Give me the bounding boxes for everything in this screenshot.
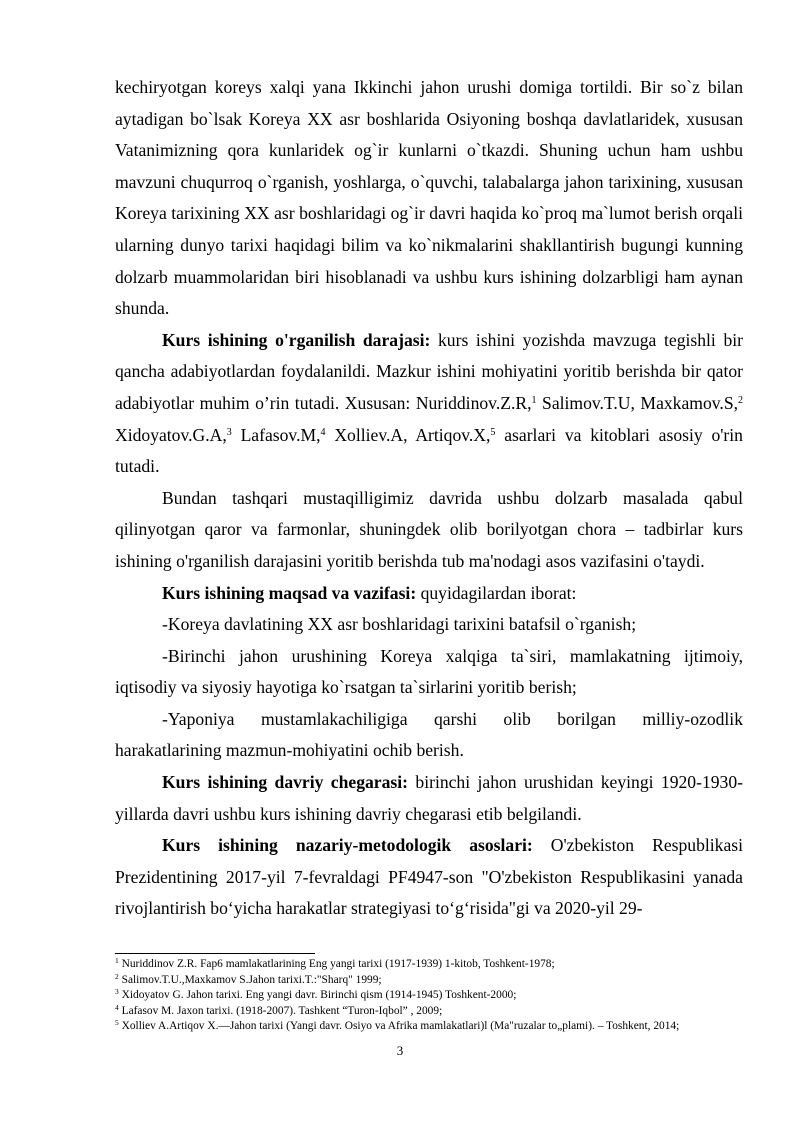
footnote-item (115, 1004, 743, 1020)
footnote-text: Xolliev A.Artiqov X.—Jahon tarixi (Yangi davr. Osiyo va Afrika mamlakatlari)l (Ma"ruzalar to„plami). – Toshkent, 2014; (121, 1020, 680, 1033)
section-heading: Kurs ishining o'rganilish darajasi: (162, 329, 431, 350)
page-number: 3 (396, 1043, 404, 1058)
footnote-ref[interactable]: 1 (531, 394, 537, 406)
paragraph-text: Bundan tashqari mustaqilligimiz davrida ushbu dolzarb masalada qabul qilinyotgan qaror va farmonlar, shuningdek olib borilyotgan chora – tadbirlar kurs ishining o'rganilish darajasini yoritib berishda tub ma'nodagi asos vazifasini o'taydi. (115, 487, 743, 571)
footnote-ref[interactable]: 3 (226, 426, 232, 438)
footnotes (115, 957, 743, 1035)
paragraph-text: O'zbekiston Respublikasi Prezidentining 2017-yil 7-fevraldagi PF4947-son "O'zbekiston Respublikasini yanada rivojlantirish bo‘yicha harakatlar strategiyasi to‘g‘risida"gi va 2020-yil 29- (115, 835, 743, 919)
footnote-mark: 5 (115, 1018, 119, 1028)
document-body (115, 72, 743, 925)
paragraph-relevance-continued (115, 72, 743, 325)
footnote-text: Lafasov M. Jaxon tarixi. (1918-2007). Tashkent “Turon-Iqbol” , 2009; (121, 1004, 443, 1017)
paragraph-text: -Koreya davlatining XX asr boshlaridagi tarixini batafsil o`rganish; (162, 614, 637, 635)
footnote-text: Xidoyatov G. Jahon tarixi. Eng yangi davr. Birinchi qism (1914-1945) Toshkent-2000; (121, 989, 517, 1002)
footnote-ref[interactable]: 2 (738, 394, 743, 406)
footnote-ref[interactable]: 5 (490, 426, 496, 438)
paragraph-text: quyidagilardan iborat: (416, 582, 577, 603)
footnote-mark: 2 (115, 971, 119, 981)
goal-item (115, 609, 743, 641)
footnote-separator (115, 953, 315, 954)
paragraph-study-level (115, 325, 743, 483)
paragraph-decrees (115, 483, 743, 578)
section-heading: Kurs ishining nazariy-metodologik asoslari: (162, 835, 533, 856)
paragraph-text: kechiryotgan koreys xalqi yana Ikkinchi jahon urushi domiga tortildi. Bir so`z bilan aytadigan bo`lsak Koreya XX asr boshlarida Osiyoning boshqa davlatlaridek, xususan Vatanimizning qora kunlaridek og`ir kunlarni o`tkazdi. Shuning uchun ham ushbu mavzuni chuqurroq o`rganish, yoshlarga, o`quvchi, talabalarga jahon tarixining, xususan Koreya tarixining XX asr boshlaridagi og`ir davri haqida ko`proq ma`lumot berish orqali ularning dunyo tarixi haqidagi bilim va ko`nikmalarini shakllantirish bugungi kunning dolzarb muammolaridan biri hisoblanadi va ushbu kurs ishining dolzarbligi ham aynan shunda. (115, 77, 743, 319)
paragraph-text: Salimov.T.U, Maxkamov.S, (536, 392, 738, 413)
paragraph-period (115, 767, 743, 830)
paragraph-text: Xolliev.A, Artiqov.X, (325, 424, 491, 445)
paragraph-goals (115, 578, 743, 610)
footnote-item (115, 988, 743, 1004)
paragraph-text: kurs ishini yozishda mavzuga tegishli bir qancha adabiyotlardan foydalanildi. Mazkur ishini mohiyatini yoritib berishda bir qator adabiyotlar muhim o’rin tutadi. Xususan: Nuriddinov.Z.R, (115, 329, 744, 413)
footnote-text: Salimov.T.U.,Maxkamov S.Jahon tarixi.T.:"Sharq" 1999; (121, 973, 382, 986)
footnote-item (115, 973, 743, 989)
footnote-mark: 3 (115, 987, 119, 997)
footnote-mark: 1 (115, 956, 119, 965)
footnote-text: Nuriddinov Z.R. Fap6 mamlakatlarining Eng yangi tarixi (1917-1939) 1-kitob, Toshkent-1978; (121, 958, 555, 970)
paragraph-methodology (115, 830, 743, 925)
footnote-item (115, 957, 743, 973)
section-heading: Kurs ishining davriy chegarasi: (162, 772, 409, 793)
footnote-ref[interactable]: 4 (320, 426, 326, 438)
footnote-item (115, 1019, 743, 1035)
goal-item (115, 704, 743, 767)
paragraph-text: asarlari va kitoblari asosiy o'rin tutadi. (115, 424, 743, 477)
section-heading: Kurs ishining maqsad va vazifasi: (162, 582, 417, 603)
goal-item (115, 641, 743, 704)
footnote-mark: 4 (115, 1002, 119, 1012)
paragraph-text: -Yaponiya mustamlakachiligiga qarshi olib borilgan milliy-ozodlik harakatlarining mazmun-mohiyatini ochib berish. (115, 708, 743, 761)
paragraph-text: birinchi jahon urushidan keyingi 1920-1930-yillarda davri ushbu kurs ishining davriy chegarasi etib belgilandi. (115, 772, 743, 824)
paragraph-text: Lafasov.M, (231, 424, 321, 445)
paragraph-text: -Birinchi jahon urushining Koreya xalqiga ta`siri, mamlakatning ijtimoiy, iqtisodiy va siyosiy hayotiga ko`rsatgan ta`sirlarini yoritib berish; (115, 645, 743, 698)
paragraph-text: Xidoyatov.G.A, (115, 424, 227, 445)
